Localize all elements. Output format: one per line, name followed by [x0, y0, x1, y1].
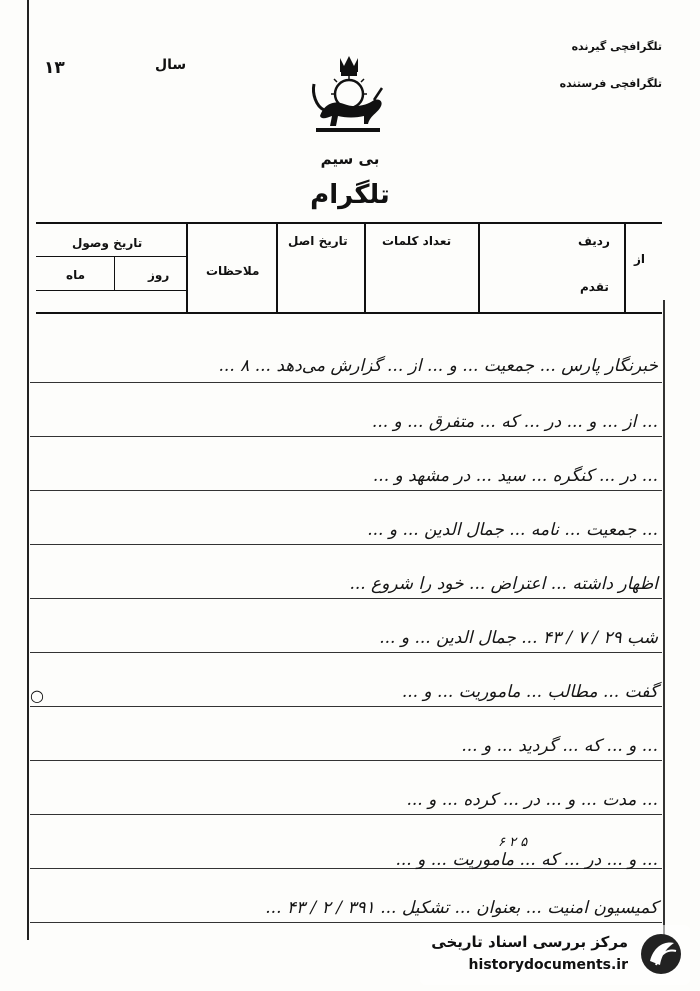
handwritten-line: گفت ... مطالب ... ماموریت ... و ...	[401, 682, 658, 702]
watermark-url: historydocuments.ir	[468, 957, 628, 973]
left-border-line	[27, 0, 29, 940]
receiving-operator-label: تلگرافچی گیرنده	[571, 40, 662, 53]
telegram-subtitle: بی سیم	[320, 150, 380, 168]
ruled-line	[30, 544, 662, 545]
sending-operator-label: تلگرافچی فرستنده	[559, 77, 662, 90]
handwritten-line: ... و ... که ... گردید ... و ...	[461, 736, 658, 756]
margin-note: ۶ ۲ ۵	[498, 835, 528, 850]
from-label: از	[634, 252, 646, 266]
handwritten-line: ... و ... در ... که ... ماموریت ... و ...	[395, 850, 658, 870]
handwritten-line: ... مدت ... و ... در ... کرده ... و ...	[406, 790, 658, 810]
watermark-title: مرکز بررسی اسناد تاریخی	[431, 933, 628, 951]
year-label: سال	[155, 57, 187, 73]
handwritten-line: اظهار داشته ... اعتراض ... خود را شروع ...	[349, 574, 658, 594]
telegram-title: تلگرام	[310, 180, 390, 210]
ruled-line	[30, 598, 662, 599]
ruled-line	[30, 652, 662, 653]
handwritten-line: کمیسیون امنیت ... بعنوان ... تشکیل ... ۳۹۱ / ۲ / ۴۳ ...	[265, 898, 658, 918]
ruled-line	[30, 490, 662, 491]
handwritten-line: ... در ... کنگره ... سید ... در مشهد و ...	[372, 466, 658, 486]
month-label: ماه	[66, 268, 86, 282]
archive-logo-icon	[640, 931, 682, 977]
lion-and-sun-emblem-icon	[310, 54, 388, 134]
word-count-label: تعداد کلمات	[382, 234, 452, 248]
day-label: روز	[148, 268, 170, 282]
remarks-label: ملاحظات	[206, 264, 260, 278]
archive-watermark	[420, 925, 690, 985]
ruled-line	[30, 706, 662, 707]
ruled-line	[30, 436, 662, 437]
page-number: ۱۳	[44, 58, 65, 78]
ruled-line	[30, 760, 662, 761]
telegram-header-table	[36, 222, 662, 314]
handwritten-line: شب ۲۹ / ۷ / ۴۳ ... جمال الدین ... و ...	[379, 628, 658, 648]
priority-label: تقدم	[580, 280, 609, 294]
ruled-line	[30, 814, 662, 815]
hole-punch-mark-icon: ○	[30, 686, 44, 705]
ruled-line	[30, 382, 662, 383]
origin-date-label: تاریخ اصل	[288, 234, 348, 248]
handwritten-line: ... جمعیت ... نامه ... جمال الدین ... و ...	[367, 520, 658, 540]
handwritten-line: ... از ... و ... در ... که ... متفرق ... و ...	[371, 412, 658, 432]
ruled-line	[30, 922, 662, 923]
arrival-date-label: تاریخ وصول	[72, 236, 143, 250]
row-number-label: ردیف	[578, 234, 610, 248]
handwritten-line: خبرنگار پارس ... جمعیت ... و ... از ... گزارش می‌دهد ... ۸ ...	[218, 356, 658, 376]
right-border-line	[663, 300, 665, 940]
